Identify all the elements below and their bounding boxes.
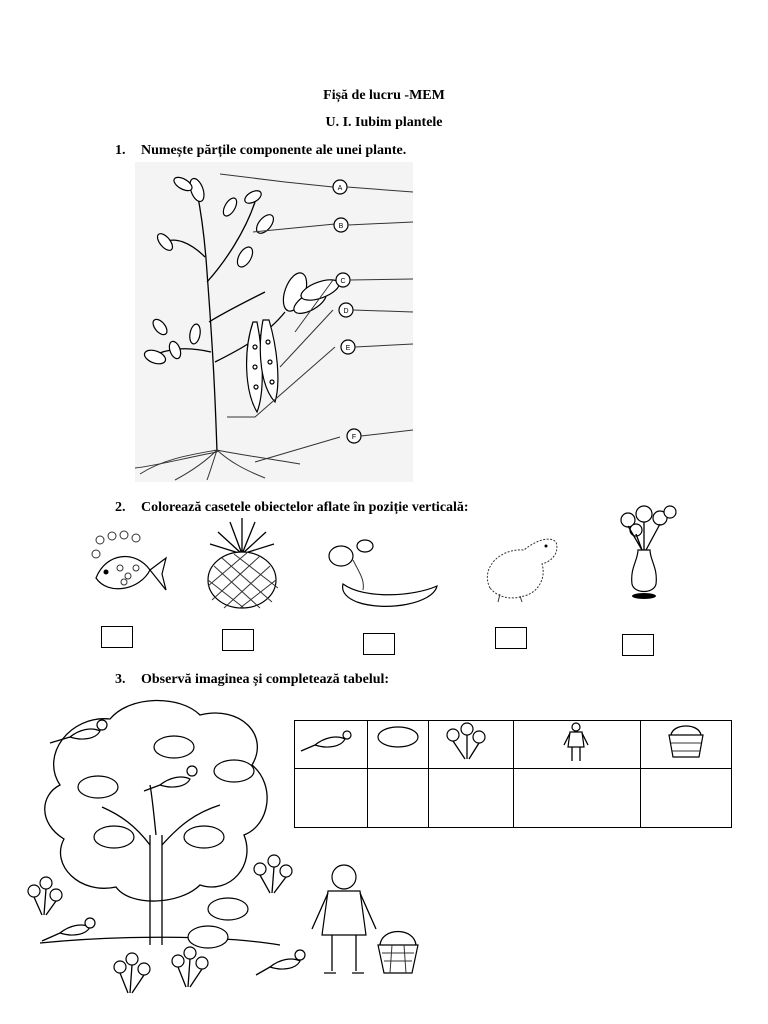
exercise-2 — [115, 500, 469, 516]
worksheet-title: Fișă de lucru -MEM — [323, 88, 445, 103]
unit-title: U. I. Iubim plantele — [325, 115, 443, 130]
answer-box-cucumber[interactable] — [363, 633, 395, 655]
cucumber-icon — [325, 530, 440, 614]
answer-cell-bird[interactable] — [295, 769, 368, 828]
plant-label-a: A — [337, 185, 343, 192]
answer-cell-flower[interactable] — [429, 769, 514, 828]
ground-apple-1 — [208, 898, 248, 920]
plant-label-d: D — [343, 308, 349, 315]
answer-box-fish[interactable] — [101, 626, 133, 648]
flower-icon — [28, 877, 62, 915]
answer-table — [294, 720, 732, 828]
tree-apple-5 — [184, 826, 224, 848]
fish-icon — [88, 530, 168, 606]
bird-icon — [295, 721, 367, 763]
exercise-1-number: 1. — [115, 143, 126, 158]
plant-label-c: C — [340, 278, 346, 285]
exercise-2-text: Colorează casetele obiectelor aflate în poziție verticală: — [141, 500, 469, 515]
tree-apple-3 — [214, 760, 254, 782]
bird-icon — [256, 950, 305, 975]
plant-label-e: E — [345, 345, 351, 352]
exercise-2-number: 2. — [115, 500, 126, 515]
tree-apple-4 — [94, 826, 134, 848]
bird-icon — [42, 918, 95, 941]
bear-icon — [480, 528, 562, 604]
answer-cell-basket[interactable] — [641, 769, 732, 828]
plant-label-b: B — [338, 223, 344, 230]
table-header-row — [295, 721, 732, 769]
tree-apple-1 — [154, 736, 194, 758]
exercise-1-text: Numește părțile componente ale unei plante. — [141, 143, 407, 158]
table-header-basket — [641, 721, 732, 769]
flower-icon — [254, 855, 292, 893]
bird-icon — [50, 720, 107, 743]
tree-apple-2 — [78, 776, 118, 798]
answer-box-pineapple[interactable] — [222, 629, 254, 651]
answer-cell-boy[interactable] — [514, 769, 641, 828]
exercise-3-number: 3. — [115, 672, 126, 687]
table-header-boy — [514, 721, 641, 769]
flower-icon — [429, 721, 513, 763]
plant-diagram — [135, 162, 413, 482]
exercise-1 — [115, 143, 406, 159]
pineapple-icon — [200, 518, 284, 612]
flower-vase-icon — [614, 504, 680, 604]
table-header-bird — [295, 721, 368, 769]
plant-drawing — [135, 162, 413, 482]
exercise-3 — [115, 672, 389, 688]
answer-box-bear[interactable] — [495, 627, 527, 649]
boy-icon — [312, 865, 376, 973]
boy-icon — [514, 721, 640, 763]
apple-icon — [368, 721, 428, 763]
answer-cell-apple[interactable] — [368, 769, 429, 828]
flower-icon — [114, 953, 150, 993]
table-header-apple — [368, 721, 429, 769]
plant-label-f: F — [351, 434, 357, 441]
bird-icon — [144, 766, 197, 791]
table-answer-row — [295, 769, 732, 828]
table-header-flower — [429, 721, 514, 769]
answer-box-flower-vase[interactable] — [622, 634, 654, 656]
flower-icon — [172, 947, 208, 987]
ground-apple-2 — [188, 926, 228, 948]
basket-icon — [378, 932, 418, 974]
exercise-3-text: Observă imaginea și completează tabelul: — [141, 672, 390, 687]
basket-icon — [641, 721, 731, 763]
